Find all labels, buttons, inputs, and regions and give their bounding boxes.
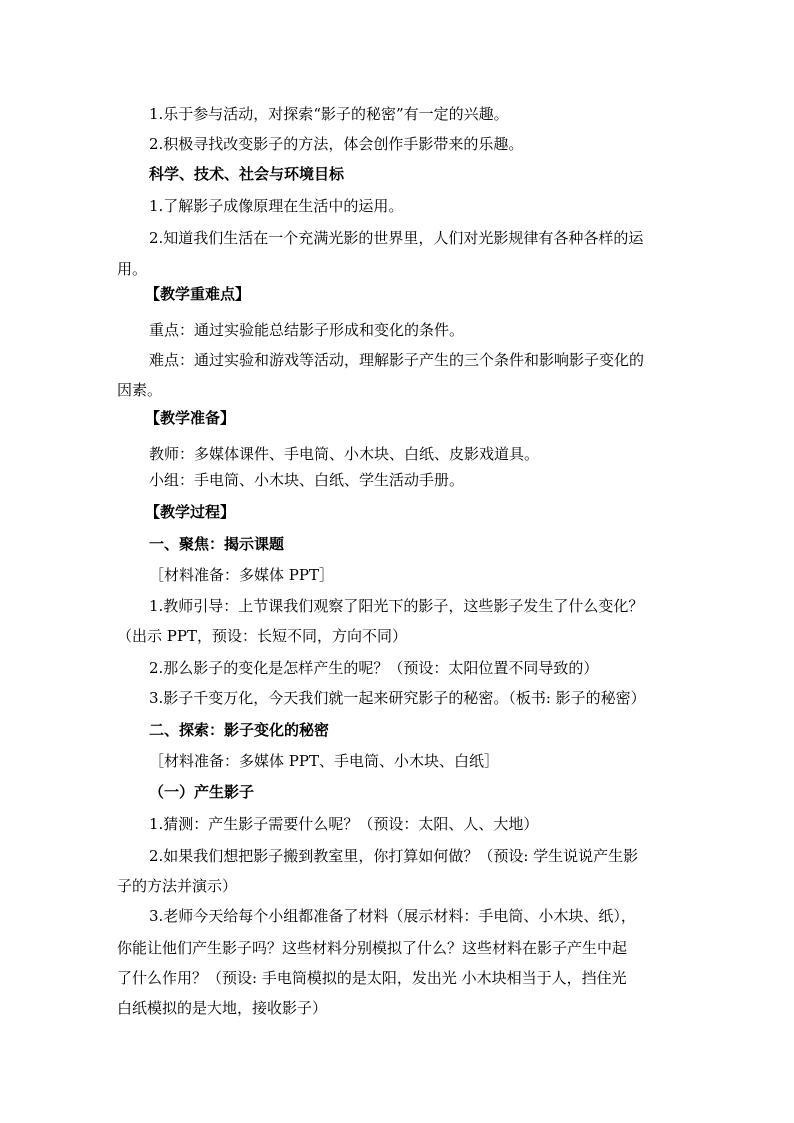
section-heading: 【教学准备】 <box>145 409 236 427</box>
text-line: 2.知道我们生活在一个充满光影的世界里，人们对光影规律有各种各样的运 <box>149 229 644 247</box>
text-line: ［材料准备：多媒体 PPT］ <box>149 566 334 584</box>
text-line: 1.乐于参与活动，对探索“影子的秘密”有一定的兴趣。 <box>149 105 509 123</box>
text-line: 难点：通过实验和游戏等活动，理解影子产生的三个条件和影响影子变化的 <box>149 351 645 369</box>
text-line: ［材料准备：多媒体 PPT、手电筒、小木块、白纸］ <box>149 752 499 770</box>
text-line: 小组：手电筒、小木块、白纸、学生活动手册。 <box>149 471 465 489</box>
text-line: 重点：通过实验能总结影子形成和变化的条件。 <box>149 321 465 339</box>
text-line: 1.教师引导：上节课我们观察了阳光下的影子，这些影子发生了什么变化？ <box>149 597 644 615</box>
section-heading: 【教学过程】 <box>145 503 236 521</box>
text-line: 子的方法并演示） <box>117 877 238 895</box>
section-heading: 科学、技术、社会与环境目标 <box>149 165 345 183</box>
text-line: 2.积极寻找改变影子的方法，体会创作手影带来的乐趣。 <box>149 135 524 153</box>
text-line: 3.老师今天给每个小组都准备了材料（展示材料：手电筒、小木块、纸）， <box>149 907 636 925</box>
text-line: （出示 PPT，预设：长短不同，方向不同） <box>117 627 407 645</box>
section-heading: （一）产生影子 <box>149 783 255 801</box>
text-line: 用。 <box>117 260 148 278</box>
text-line: 2.那么影子的变化是怎样产生的呢？（预设：太阳位置不同导致的） <box>149 659 599 677</box>
text-line: 2.如果我们想把影子搬到教室里，你打算如何做？（预设: 学生说说产生影 <box>149 847 639 865</box>
text-line: 因素。 <box>117 381 163 399</box>
text-line: 教师：多媒体课件、手电筒、小木块、白纸、皮影戏道具。 <box>149 445 540 463</box>
section-heading: 【教学重难点】 <box>145 285 251 303</box>
section-heading: 二、探索：影子变化的秘密 <box>149 721 330 739</box>
text-line: 1.猜测：产生影子需要什么呢？（预设：太阳、人、大地） <box>149 815 539 833</box>
text-line: 了什么作用？（预设: 手电筒模拟的是太阳，发出光 小木块相当于人，挡住光 <box>117 969 627 987</box>
text-line: 3.影子千变万化，今天我们就一起来研究影子的秘密。（板书: 影子的秘密） <box>149 689 646 707</box>
section-heading: 一、聚焦：揭示课题 <box>149 535 285 553</box>
text-line: 1.了解影子成像原理在生活中的运用。 <box>149 197 404 215</box>
text-line: 白纸模拟的是大地，接收影子） <box>117 999 328 1017</box>
text-line: 你能让他们产生影子吗？这些材料分别模拟了什么？这些材料在影子产生中起 <box>117 939 628 957</box>
